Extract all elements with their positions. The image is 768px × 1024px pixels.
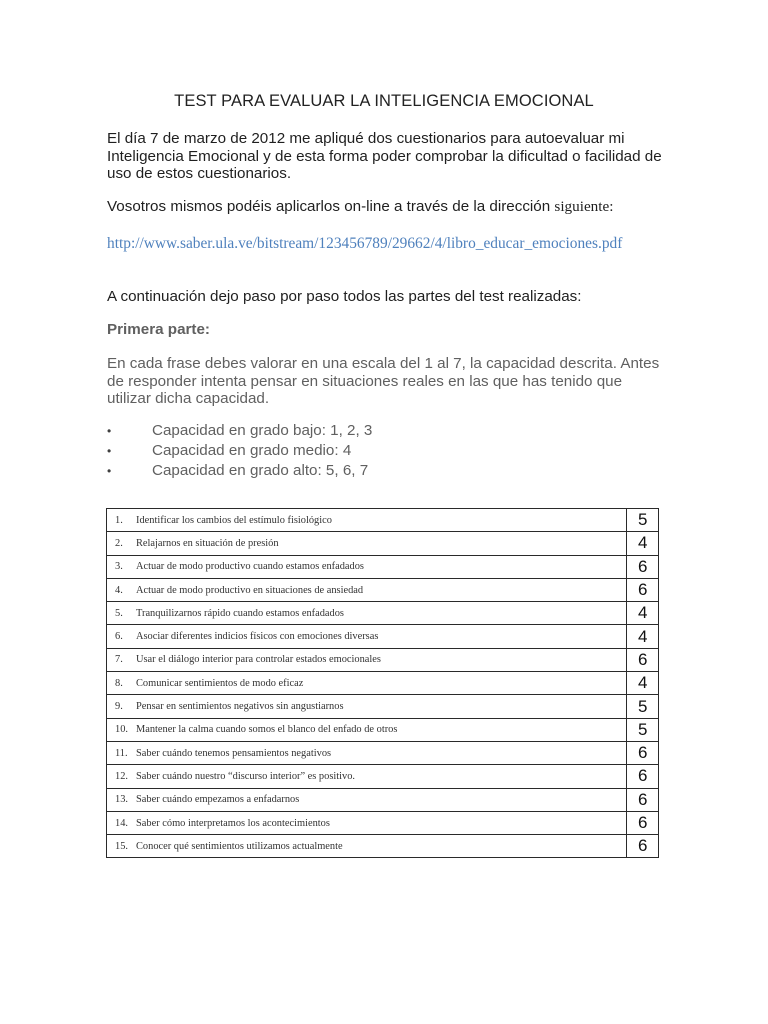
question-number: 11. — [115, 747, 128, 759]
score-cell: 6 — [627, 555, 659, 578]
score-cell: 6 — [627, 578, 659, 601]
table-row — [107, 648, 659, 671]
question-number: 2. — [115, 537, 123, 549]
table-row — [107, 532, 659, 555]
question-text: Saber cuándo tenemos pensamientos negativos — [136, 747, 332, 759]
question-number: 15. — [115, 840, 128, 852]
table-row — [107, 602, 659, 625]
table-row — [107, 741, 659, 764]
question-number: 8. — [115, 677, 123, 689]
question-cell — [107, 835, 627, 858]
question-text: Comunicar sentimientos de modo eficaz — [136, 677, 304, 689]
question-cell — [107, 509, 627, 532]
question-number: 4. — [115, 584, 123, 596]
question-text: Saber cómo interpretamos los acontecimientos — [136, 817, 330, 829]
question-text: Pensar en sentimientos negativos sin angustiarnos — [136, 701, 344, 713]
question-number: 10. — [115, 724, 128, 736]
table-row — [107, 835, 659, 858]
question-number: 3. — [115, 561, 123, 573]
questionnaire-link[interactable]: http://www.saber.ula.ve/bitstream/123456789/29662/4/libro_educar_emociones.pdf — [107, 235, 623, 252]
online-paragraph-text: Vosotros mismos podéis aplicarlos on-line a través de la dirección — [107, 198, 555, 215]
table-row — [107, 625, 659, 648]
section-heading: Primera parte: — [107, 321, 210, 338]
table-row — [107, 578, 659, 601]
intro-paragraph: El día 7 de marzo de 2012 me apliqué dos cuestionarios para autoevaluar mi Inteligencia Emocional y de esta forma poder comprobar la dificultad o facilidad de uso de estos cuestionarios. — [107, 130, 662, 182]
question-number: 12. — [115, 770, 128, 782]
question-cell — [107, 718, 627, 741]
score-cell: 6 — [627, 765, 659, 788]
question-cell — [107, 765, 627, 788]
question-text: Actuar de modo productivo cuando estamos enfadados — [136, 561, 364, 573]
bullet-text: Capacidad en grado alto: 5, 6, 7 — [152, 462, 369, 479]
table-row — [107, 718, 659, 741]
question-text: Relajarnos en situación de presión — [136, 537, 279, 549]
question-cell — [107, 695, 627, 718]
questionnaire-table-body — [107, 509, 659, 858]
question-text: Identificar los cambios del estímulo fisiológico — [136, 514, 332, 526]
steps-paragraph: A continuación dejo paso por paso todos las partes del test realizadas: — [107, 288, 582, 305]
question-number: 13. — [115, 794, 128, 806]
question-cell — [107, 625, 627, 648]
question-text: Asociar diferentes indicios físicos con emociones diversas — [136, 631, 379, 643]
question-cell — [107, 788, 627, 811]
question-text: Usar el diálogo interior para controlar estados emocionales — [136, 654, 381, 666]
question-number: 7. — [115, 654, 123, 666]
score-cell: 6 — [627, 811, 659, 834]
question-cell — [107, 555, 627, 578]
bullet-icon: • — [107, 424, 112, 438]
table-row — [107, 672, 659, 695]
score-cell: 6 — [627, 648, 659, 671]
question-number: 1. — [115, 514, 123, 526]
document-title: TEST PARA EVALUAR LA INTELIGENCIA EMOCIONAL — [174, 92, 594, 110]
instructions-paragraph: En cada frase debes valorar en una escala del 1 al 7, la capacidad descrita. Antes de responder intenta pensar en situaciones reales en las que has tenido que utilizar dicha capacidad. — [107, 355, 660, 407]
score-cell: 6 — [627, 788, 659, 811]
question-cell — [107, 578, 627, 601]
score-cell: 5 — [627, 695, 659, 718]
bullet-text: Capacidad en grado medio: 4 — [152, 442, 352, 459]
question-cell — [107, 602, 627, 625]
question-cell — [107, 811, 627, 834]
score-cell: 4 — [627, 672, 659, 695]
question-text: Actuar de modo productivo en situaciones de ansiedad — [136, 584, 364, 596]
question-text: Saber cuándo empezamos a enfadarnos — [136, 794, 300, 806]
score-cell: 6 — [627, 741, 659, 764]
score-cell: 4 — [627, 625, 659, 648]
question-number: 14. — [115, 817, 128, 829]
question-text: Conocer qué sentimientos utilizamos actualmente — [136, 840, 343, 852]
score-cell: 6 — [627, 835, 659, 858]
question-number: 6. — [115, 631, 123, 643]
bullet-icon: • — [107, 464, 112, 478]
question-text: Mantener la calma cuando somos el blanco del enfado de otros — [136, 724, 398, 736]
question-cell — [107, 532, 627, 555]
table-row — [107, 509, 659, 532]
table-row — [107, 788, 659, 811]
question-text: Tranquilizarnos rápido cuando estamos enfadados — [136, 607, 344, 619]
score-cell: 5 — [627, 509, 659, 532]
online-paragraph-tail: siguiente: — [554, 198, 614, 215]
question-cell — [107, 672, 627, 695]
table-row — [107, 811, 659, 834]
score-cell: 4 — [627, 602, 659, 625]
bullet-text: Capacidad en grado bajo: 1, 2, 3 — [152, 422, 373, 439]
question-number: 9. — [115, 701, 123, 713]
question-text: Saber cuándo nuestro “discurso interior” es positivo. — [136, 770, 356, 782]
table-row — [107, 555, 659, 578]
score-cell: 4 — [627, 532, 659, 555]
questionnaire-table — [106, 508, 659, 858]
question-number: 5. — [115, 607, 123, 619]
bullet-icon: • — [107, 444, 112, 458]
question-cell — [107, 648, 627, 671]
online-paragraph — [107, 198, 667, 216]
table-row — [107, 695, 659, 718]
score-cell: 5 — [627, 718, 659, 741]
question-cell — [107, 741, 627, 764]
table-row — [107, 765, 659, 788]
